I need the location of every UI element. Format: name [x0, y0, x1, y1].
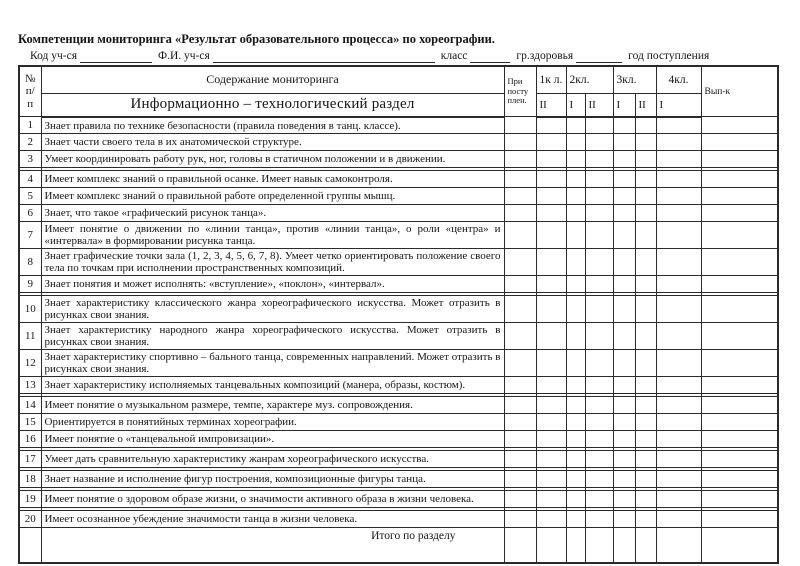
header-row-top	[19, 66, 778, 94]
score-cell	[701, 471, 778, 488]
row-number: 13	[19, 377, 41, 394]
score-cell	[656, 151, 701, 168]
score-cell	[613, 205, 635, 222]
score-cell	[585, 249, 613, 276]
admission-year-label: год поступления	[628, 50, 710, 63]
score-cell	[613, 471, 635, 488]
grade3-halfyear1-header: I	[613, 93, 635, 117]
grade2-halfyear2-header: II	[585, 93, 613, 117]
score-cell	[504, 134, 536, 151]
row-text: Имеет понятие о «танцевальной импровизации».	[41, 431, 504, 448]
score-cell	[585, 491, 613, 508]
score-cell	[635, 151, 656, 168]
row-text: Имеет понятие о музыкальном размере, темпе, характере муз. сопровождения.	[41, 397, 504, 414]
score-cell	[656, 528, 701, 564]
row-number: 1	[19, 117, 41, 134]
score-cell	[585, 296, 613, 323]
score-cell	[613, 491, 635, 508]
score-cell	[585, 171, 613, 188]
document-title: Компетенции мониторинга «Результат образовательного процесса» по хореографии.	[18, 32, 495, 46]
score-cell	[504, 471, 536, 488]
score-cell	[536, 397, 566, 414]
score-cell	[613, 431, 635, 448]
table-row	[19, 431, 778, 448]
score-cell	[656, 350, 701, 377]
table-row	[19, 134, 778, 151]
score-cell	[635, 205, 656, 222]
score-cell	[536, 222, 566, 249]
score-cell	[566, 171, 585, 188]
score-cell	[701, 511, 778, 528]
table-row	[19, 397, 778, 414]
table-row	[19, 511, 778, 528]
name-label: Ф.И. уч-ся	[158, 50, 210, 63]
score-cell	[635, 350, 656, 377]
row-text: Имеет осознанное убеждение значимости танца в жизни человека.	[41, 511, 504, 528]
score-cell	[566, 491, 585, 508]
graduate-column-header: Вып-к	[701, 66, 778, 117]
score-cell	[504, 205, 536, 222]
score-cell	[566, 414, 585, 431]
score-cell	[613, 511, 635, 528]
score-cell	[613, 134, 635, 151]
score-cell	[635, 377, 656, 394]
score-cell	[613, 323, 635, 350]
score-cell	[536, 451, 566, 468]
name-blank-field	[213, 50, 435, 63]
row-number: 6	[19, 205, 41, 222]
score-cell	[504, 431, 536, 448]
score-cell	[656, 276, 701, 293]
score-cell	[701, 276, 778, 293]
grade3-column-header: 3кл.	[613, 66, 656, 94]
score-cell	[701, 431, 778, 448]
row-text: Знает правила по технике безопасности (правила поведения в танц. классе).	[41, 117, 504, 134]
score-cell	[585, 471, 613, 488]
score-cell	[701, 528, 778, 564]
score-cell	[585, 151, 613, 168]
table-row	[19, 491, 778, 508]
row-number: 4	[19, 171, 41, 188]
table-row	[19, 117, 778, 134]
row-number: 8	[19, 249, 41, 276]
score-cell	[656, 205, 701, 222]
score-cell	[566, 117, 585, 134]
table-row	[19, 451, 778, 468]
health-group-label: гр.здоровья	[516, 50, 574, 63]
row-text: Имеет комплекс знаний о правильной работе определенной группы мышц.	[41, 188, 504, 205]
row-text: Умеет координировать работу рук, ног, головы в статичном положении и в движении.	[41, 151, 504, 168]
score-cell	[585, 205, 613, 222]
score-cell	[613, 451, 635, 468]
grade2-halfyear1-header: I	[566, 93, 585, 117]
score-cell	[613, 171, 635, 188]
row-text: Знает характеристику исполняемых танцевальных композиций (манера, образы, костюм).	[41, 377, 504, 394]
score-cell	[504, 222, 536, 249]
grade2-column-header: 2кл.	[566, 66, 613, 94]
table-row	[19, 414, 778, 431]
score-cell	[635, 511, 656, 528]
table-row	[19, 471, 778, 488]
score-cell	[701, 171, 778, 188]
score-cell	[701, 151, 778, 168]
row-number: 14	[19, 397, 41, 414]
score-cell	[536, 491, 566, 508]
score-cell	[656, 171, 701, 188]
score-cell	[613, 151, 635, 168]
score-cell	[613, 377, 635, 394]
score-cell	[536, 350, 566, 377]
score-cell	[585, 350, 613, 377]
score-cell	[585, 323, 613, 350]
score-cell	[566, 511, 585, 528]
score-cell	[504, 491, 536, 508]
rows-body	[19, 117, 778, 528]
grade4-column-header: 4кл.	[656, 66, 701, 94]
score-cell	[635, 249, 656, 276]
score-cell	[585, 377, 613, 394]
score-cell	[536, 528, 566, 564]
score-cell	[566, 249, 585, 276]
score-cell	[635, 451, 656, 468]
header-row-section	[19, 93, 778, 117]
row-number: 9	[19, 276, 41, 293]
row-text: Имеет комплекс знаний о правильной осанке. Имеет навык самоконтроля.	[41, 171, 504, 188]
score-cell	[635, 491, 656, 508]
score-cell	[656, 134, 701, 151]
score-cell	[656, 471, 701, 488]
score-cell	[504, 350, 536, 377]
row-number: 11	[19, 323, 41, 350]
row-text: Знает, что такое «графический рисунок танца».	[41, 205, 504, 222]
score-cell	[613, 222, 635, 249]
score-cell	[504, 528, 536, 564]
score-cell	[701, 397, 778, 414]
score-cell	[536, 377, 566, 394]
score-cell	[613, 188, 635, 205]
score-cell	[585, 117, 613, 134]
score-cell	[635, 528, 656, 564]
row-text: Знает характеристику народного жанра хореографического искусства. Может отразить в рисунках свои знания.	[41, 323, 504, 350]
score-cell	[585, 431, 613, 448]
score-cell	[504, 249, 536, 276]
score-cell	[635, 431, 656, 448]
score-cell	[635, 414, 656, 431]
row-number: 17	[19, 451, 41, 468]
score-cell	[536, 296, 566, 323]
score-cell	[635, 222, 656, 249]
score-cell	[504, 276, 536, 293]
score-cell	[635, 397, 656, 414]
score-cell	[656, 188, 701, 205]
table-row	[19, 249, 778, 276]
content-column-header: Содержание мониторинга	[41, 66, 504, 94]
score-cell	[585, 414, 613, 431]
row-text: Ориентируется в понятийных терминах хореографии.	[41, 414, 504, 431]
score-cell	[701, 249, 778, 276]
score-cell	[566, 397, 585, 414]
class-blank-field	[470, 50, 510, 63]
score-cell	[701, 296, 778, 323]
table-row	[19, 323, 778, 350]
table-row	[19, 188, 778, 205]
score-cell	[504, 377, 536, 394]
score-cell	[613, 350, 635, 377]
score-cell	[536, 323, 566, 350]
student-info-line	[30, 50, 720, 63]
row-text: Знает характеристику спортивно – бального танца, современных направлений. Может отразить в рисунках свои знания.	[41, 350, 504, 377]
score-cell	[585, 188, 613, 205]
score-cell	[536, 414, 566, 431]
score-cell	[504, 451, 536, 468]
score-cell	[585, 451, 613, 468]
score-cell	[536, 171, 566, 188]
row-number: 3	[19, 151, 41, 168]
table-row	[19, 350, 778, 377]
score-cell	[536, 151, 566, 168]
score-cell	[566, 134, 585, 151]
score-cell	[566, 431, 585, 448]
table-row	[19, 171, 778, 188]
row-text: Имеет понятие о движении по «линии танца», против «линии танца», о роли «центра» и «интервала» в формировании рисунка танца.	[41, 222, 504, 249]
table-row	[19, 205, 778, 222]
score-cell	[701, 134, 778, 151]
total-row-label: Итого по разделу	[41, 528, 504, 564]
score-cell	[656, 377, 701, 394]
row-number: 5	[19, 188, 41, 205]
score-cell	[504, 188, 536, 205]
score-cell	[613, 414, 635, 431]
score-cell	[566, 151, 585, 168]
row-number: 15	[19, 414, 41, 431]
score-cell	[585, 134, 613, 151]
section-title: Информационно – технологический раздел	[41, 93, 504, 117]
score-cell	[566, 222, 585, 249]
score-cell	[656, 117, 701, 134]
row-text: Знает графические точки зала (1, 2, 3, 4, 5, 6, 7, 8). Умеет четко ориентировать положение своего тела по точкам при исполнении пространственных композиций.	[41, 249, 504, 276]
score-cell	[585, 511, 613, 528]
score-cell	[536, 276, 566, 293]
grade4-halfyear-header: I	[656, 93, 701, 117]
code-blank-field	[80, 50, 152, 63]
row-number: 7	[19, 222, 41, 249]
score-cell	[656, 491, 701, 508]
score-cell	[536, 117, 566, 134]
score-cell	[566, 323, 585, 350]
score-cell	[701, 451, 778, 468]
score-cell	[536, 188, 566, 205]
score-cell	[536, 134, 566, 151]
table-row	[19, 151, 778, 168]
score-cell	[536, 431, 566, 448]
score-cell	[635, 276, 656, 293]
score-cell	[701, 414, 778, 431]
table-row	[19, 296, 778, 323]
score-cell	[656, 431, 701, 448]
score-cell	[504, 397, 536, 414]
table-row	[19, 222, 778, 249]
score-cell	[585, 276, 613, 293]
score-cell	[656, 511, 701, 528]
score-cell	[635, 471, 656, 488]
score-cell	[504, 511, 536, 528]
score-cell	[566, 296, 585, 323]
total-row-number-cell	[19, 528, 41, 564]
score-cell	[566, 377, 585, 394]
score-cell	[504, 323, 536, 350]
score-cell	[613, 276, 635, 293]
row-number: 10	[19, 296, 41, 323]
row-text: Знает характеристику классического жанра хореографического искусства. Может отразить в рисунках свои знания.	[41, 296, 504, 323]
row-text: Знает понятия и может исполнять: «вступление», «поклон», «интервал».	[41, 276, 504, 293]
score-cell	[656, 222, 701, 249]
score-cell	[566, 188, 585, 205]
row-text: Имеет понятие о здоровом образе жизни, о значимости активного образа в жизни человека.	[41, 491, 504, 508]
health-group-blank-field	[576, 50, 622, 63]
score-cell	[635, 171, 656, 188]
score-cell	[701, 222, 778, 249]
score-cell	[613, 528, 635, 564]
score-cell	[566, 350, 585, 377]
table-row	[19, 377, 778, 394]
grade3-halfyear2-header: II	[635, 93, 656, 117]
score-cell	[504, 117, 536, 134]
score-cell	[566, 205, 585, 222]
score-cell	[613, 117, 635, 134]
score-cell	[536, 249, 566, 276]
score-cell	[566, 471, 585, 488]
score-cell	[566, 451, 585, 468]
row-number: 12	[19, 350, 41, 377]
row-text: Знает части своего тела в их анатомической структуре.	[41, 134, 504, 151]
grade1-halfyear-header: II	[536, 93, 566, 117]
num-column-header: № п/ п	[19, 66, 41, 117]
score-cell	[504, 296, 536, 323]
score-cell	[701, 350, 778, 377]
score-cell	[635, 188, 656, 205]
score-cell	[613, 296, 635, 323]
score-cell	[701, 205, 778, 222]
score-cell	[613, 397, 635, 414]
row-number: 19	[19, 491, 41, 508]
score-cell	[585, 222, 613, 249]
score-cell	[566, 276, 585, 293]
row-text: Умеет дать сравнительную характеристику жанрам хореографического искусства.	[41, 451, 504, 468]
score-cell	[656, 323, 701, 350]
score-cell	[635, 134, 656, 151]
code-label: Код уч-ся	[30, 50, 77, 63]
score-cell	[585, 528, 613, 564]
score-cell	[701, 377, 778, 394]
total-row	[19, 528, 778, 564]
score-cell	[656, 397, 701, 414]
row-number: 16	[19, 431, 41, 448]
row-number: 18	[19, 471, 41, 488]
class-label: класс	[440, 50, 468, 63]
score-cell	[504, 151, 536, 168]
score-cell	[536, 205, 566, 222]
score-cell	[504, 171, 536, 188]
row-number: 2	[19, 134, 41, 151]
score-cell	[701, 188, 778, 205]
score-cell	[536, 511, 566, 528]
score-cell	[656, 451, 701, 468]
row-text: Знает название и исполнение фигур построения, композиционные фигуры танца.	[41, 471, 504, 488]
score-cell	[701, 117, 778, 134]
table-row	[19, 276, 778, 293]
score-cell	[635, 117, 656, 134]
score-cell	[613, 249, 635, 276]
row-number: 20	[19, 511, 41, 528]
score-cell	[635, 296, 656, 323]
grade1-column-header: 1к л.	[536, 66, 566, 94]
score-cell	[656, 296, 701, 323]
admission-column-header: При посту плен.	[504, 66, 536, 117]
monitoring-table	[18, 65, 779, 564]
score-cell	[536, 471, 566, 488]
score-cell	[701, 323, 778, 350]
score-cell	[566, 528, 585, 564]
score-cell	[656, 249, 701, 276]
score-cell	[504, 414, 536, 431]
score-cell	[656, 414, 701, 431]
score-cell	[585, 397, 613, 414]
score-cell	[635, 323, 656, 350]
score-cell	[701, 491, 778, 508]
